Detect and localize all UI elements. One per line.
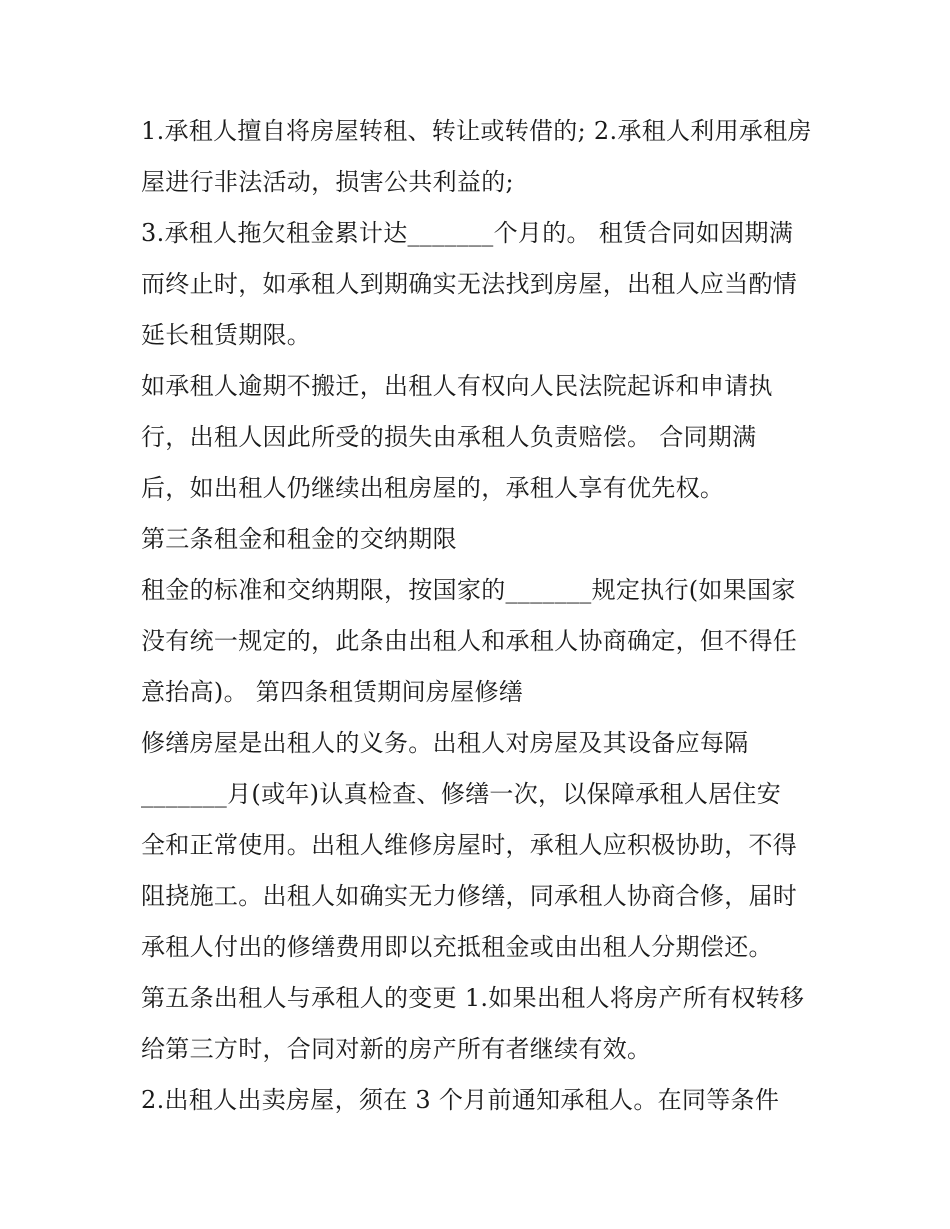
text-line: 1.承租人擅自将房屋转租、转让或转借的; 2.承租人利用承租房: [141, 117, 812, 145]
section-heading: 第三条租金和租金的交纳期限: [141, 525, 457, 553]
document-body: [141, 106, 831, 1126]
text-line: 阻挠施工。出租人如确实无力修缮，同承租人协商合修，届时: [141, 882, 798, 910]
text-line: 如承租人逾期不搬迁，出租人有权向人民法院起诉和申请执: [141, 372, 773, 400]
text-line: 承租人付出的修缮费用即以充抵租金或由出租人分期偿还。: [141, 933, 773, 961]
text-line: _______月(或年)认真检查、修缮一次，以保障承租人居住安: [141, 780, 782, 808]
text-line: 而终止时，如承租人到期确实无法找到房屋，出租人应当酌情: [141, 270, 798, 298]
text-line: 3.承租人拖欠租金累计达_______个月的。 租赁合同如因期满: [141, 219, 794, 247]
text-line: 行，出租人因此所受的损失由承租人负责赔偿。 合同期满: [141, 423, 757, 451]
text-line: 没有统一规定的，此条由出租人和承租人协商确定，但不得任: [141, 627, 798, 655]
text-line: 给第三方时，合同对新的房产所有者继续有效。: [141, 1035, 652, 1063]
text-line: 修缮房屋是出租人的义务。出租人对房屋及其设备应每隔: [141, 729, 749, 757]
text-line: 屋进行非法活动，损害公共利益的;: [141, 168, 514, 196]
text-line: 租金的标准和交纳期限，按国家的_______规定执行(如果国家: [141, 576, 796, 604]
text-line: 意抬高)。 第四条租赁期间房屋修缮: [141, 678, 524, 706]
text-line: 延长租赁期限。: [141, 321, 312, 349]
text-line: 2.出租人出卖房屋，须在 3 个月前通知承租人。在同等条件: [141, 1086, 780, 1114]
text-line: 后，如出租人仍继续出租房屋的，承租人享有优先权。: [141, 474, 725, 502]
text-line: 全和正常使用。出租人维修房屋时，承租人应积极协助，不得: [141, 831, 798, 859]
text-line: 第五条出租人与承租人的变更 1.如果出租人将房产所有权转移: [141, 984, 805, 1012]
